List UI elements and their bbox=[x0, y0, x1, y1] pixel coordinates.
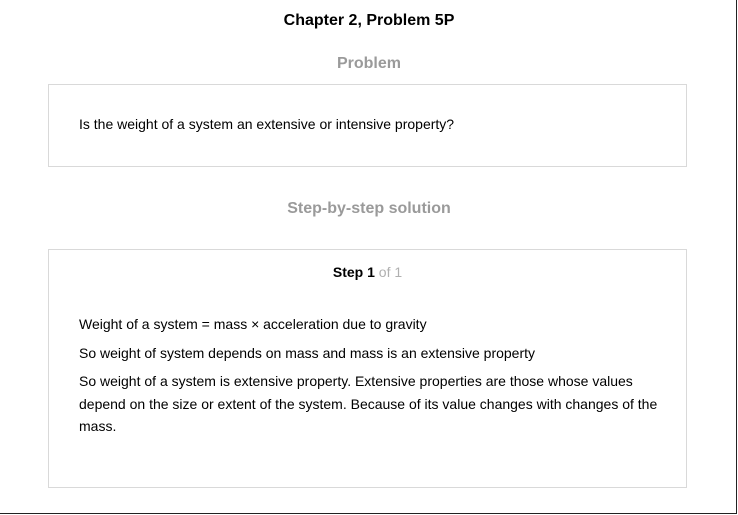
chapter-title: Chapter 2, Problem 5P bbox=[283, 12, 455, 29]
problem-heading: Problem bbox=[336, 55, 401, 72]
solution-line: So weight of system depends on mass and mass is an extensive property bbox=[79, 344, 536, 361]
problem-box bbox=[48, 84, 687, 167]
solution-box bbox=[48, 249, 687, 488]
solution-body bbox=[79, 313, 659, 444]
step-label: Step bbox=[332, 264, 364, 280]
solution-heading: Step-by-step solution bbox=[287, 200, 451, 217]
step-of-total: of 1 bbox=[378, 264, 403, 280]
step-number: 1 bbox=[367, 264, 375, 280]
solution-line: So weight of a system is extensive property. Extensive properties are those whose values depend on the size or extent of the system. Because of its value changes with changes of the mass. bbox=[79, 373, 658, 434]
step-header bbox=[49, 264, 686, 280]
problem-text: Is the weight of a system an extensive or intensive property? bbox=[79, 116, 455, 132]
solution-line: Weight of a system = mass × acceleration due to gravity bbox=[79, 316, 427, 332]
